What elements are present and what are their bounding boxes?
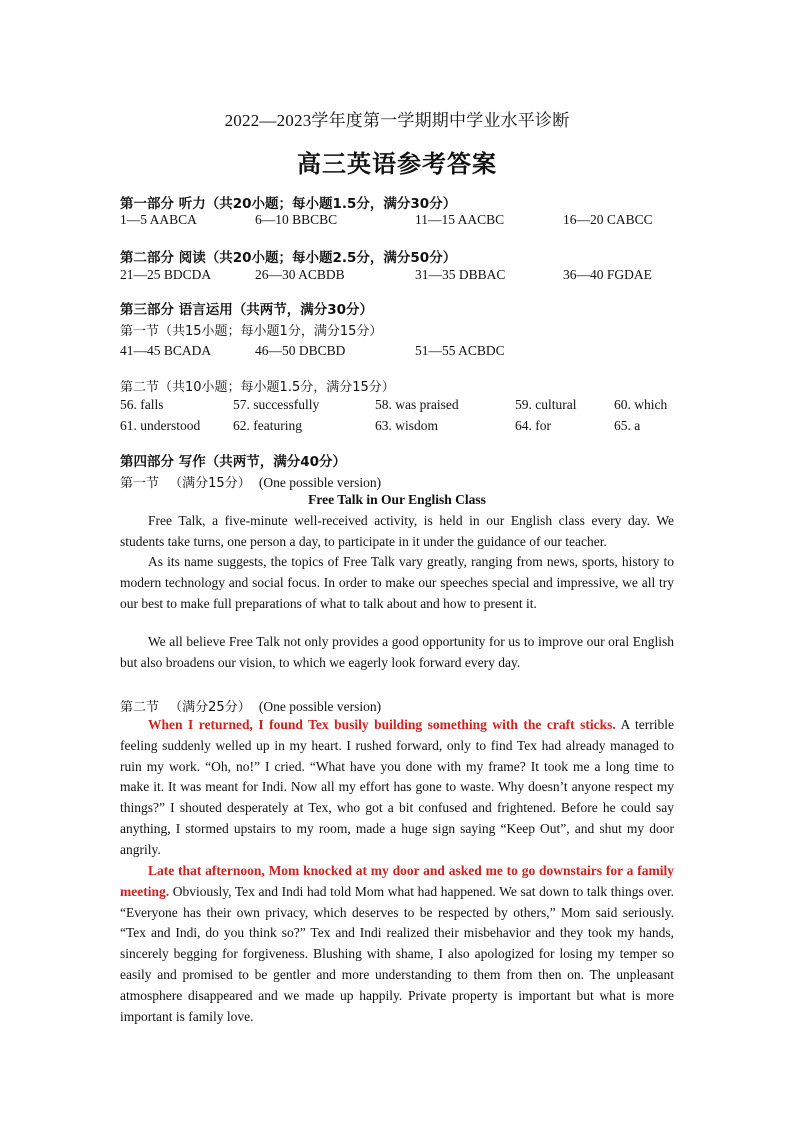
cloze-answer-61: 61. understood <box>120 418 201 433</box>
cloze-answer-65: 65. a <box>614 418 641 433</box>
cloze-answer-62: 62. featuring <box>233 418 302 433</box>
part3-section1-heading: 第一节（共15小题；每小题1分，满分15分） <box>120 324 383 339</box>
section2-label: 第二节 <box>120 700 160 715</box>
cloze-answer-58: 58. was praised <box>375 397 459 412</box>
part2-answer-4: 36—40 FGDAE <box>563 267 652 282</box>
part1-answer-3: 11—15 AACBC <box>415 212 505 227</box>
essay-title: Free Talk in Our English Class <box>308 492 486 507</box>
part2-answer-2: 26—30 ACBDB <box>255 267 345 282</box>
part3-heading: 第三部分 语言运用（共两节，满分30分） <box>120 302 373 318</box>
cloze-answer-64: 64. for <box>515 418 551 433</box>
essay2-paragraph-1-lead: When I returned, I found Tex busily building something with the craft sticks. <box>148 717 616 732</box>
essay2-paragraph-2-lead: Late that afternoon, Mom knocked at my door and asked me to go downstairs for a family meeting. <box>120 863 674 899</box>
essay1-paragraph-3: We all believe Free Talk not only provides a good opportunity for us to improve our oral English but also broadens our vision, to which we eagerly look forward every day. <box>120 634 674 670</box>
part4-section2-line <box>120 696 381 715</box>
cloze-answer-60: 60. which <box>614 397 668 412</box>
part3-section2-heading: 第二节（共10小题；每小题1.5分，满分15分） <box>120 380 395 395</box>
part2-answer-3: 31—35 DBBAC <box>415 267 506 282</box>
part2-answer-1: 21—25 BDCDA <box>120 267 212 282</box>
essay1-paragraph-2: As its name suggests, the topics of Free Talk vary greatly, ranging from news, sports, history to modern technology and social focus. In order to make our speeches special and impressive, we all try our best to make full preparations of what to talk about and how to present it. <box>120 554 674 611</box>
exam-title: 2022—2023学年度第一学期期中学业水平诊断 <box>224 111 570 130</box>
cloze-answer-59: 59. cultural <box>515 397 577 412</box>
section2-version: (One possible version) <box>258 699 382 714</box>
essay1-paragraph-1: Free Talk, a five-minute well-received activity, is held in our English class every day. We students take turns, one person a day, to participate in it under the guidance of our teacher. <box>120 513 674 549</box>
part3-s1-answer-3: 51—55 ACBDC <box>415 343 505 358</box>
cloze-answer-63: 63. wisdom <box>375 418 439 433</box>
cloze-answer-56: 56. falls <box>120 397 164 412</box>
essay2-paragraph-2-body: Obviously, Tex and Indi had told Mom what had happened. We sat down to talk things over. “Everyone has their own privacy, which deserves to be respected by others,” Mom said seriously. “Tex and Indi, do you think so?” Tex and Indi realized their misbehavior and they took my hands, sincerely begging for forgiveness. Blushing with shame, I also apologized for losing my temper so easily and promised to be gentler and more understanding to them from then on. The unpleasant atmosphere disappeared and we made up happily. Private property is important but what is more important is family love. <box>120 883 674 1024</box>
part1-answer-4: 16—20 CABCC <box>563 212 653 227</box>
part1-answer-1: 1—5 AABCA <box>120 212 197 227</box>
part1-heading: 第一部分 听力（共20小题；每小题1.5分，满分30分） <box>120 196 457 212</box>
answer-key-subtitle: 高三英语参考答案 <box>297 150 497 178</box>
part1-answer-2: 6—10 BBCBC <box>255 212 338 227</box>
essay2-paragraph-2 <box>120 861 674 1027</box>
section1-version: (One possible version) <box>258 475 382 490</box>
section1-label: 第一节 <box>120 476 160 491</box>
part3-s1-answer-2: 46—50 DBCBD <box>255 343 346 358</box>
part4-section1-line <box>120 472 381 491</box>
section1-score: （满分15分） <box>169 476 251 491</box>
part4-heading: 第四部分 写作（共两节，满分40分） <box>120 454 346 470</box>
cloze-answer-57: 57. successfully <box>233 397 320 412</box>
section2-score: （满分25分） <box>169 700 251 715</box>
part2-heading: 第二部分 阅读（共20小题；每小题2.5分，满分50分） <box>120 250 457 266</box>
essay2-paragraph-1 <box>120 715 674 861</box>
part3-s1-answer-1: 41—45 BCADA <box>120 343 212 358</box>
essay2-paragraph-1-body: A terrible feeling suddenly welled up in my heart. I rushed forward, only to find Tex had already managed to ruin my work. “Oh, no!” I cried. “What have you done with my frame? It took me a long time to make it. It was meant for Indi. Now all my effort has gone to waste. Why doesn’t anyone respect my things?” I shouted desperately at Tex, who got a bit confused and frightened. Before he could say anything, I stormed upstairs to my room, made a huge sign saying “Keep Out”, and shut my door angrily. <box>120 717 674 857</box>
